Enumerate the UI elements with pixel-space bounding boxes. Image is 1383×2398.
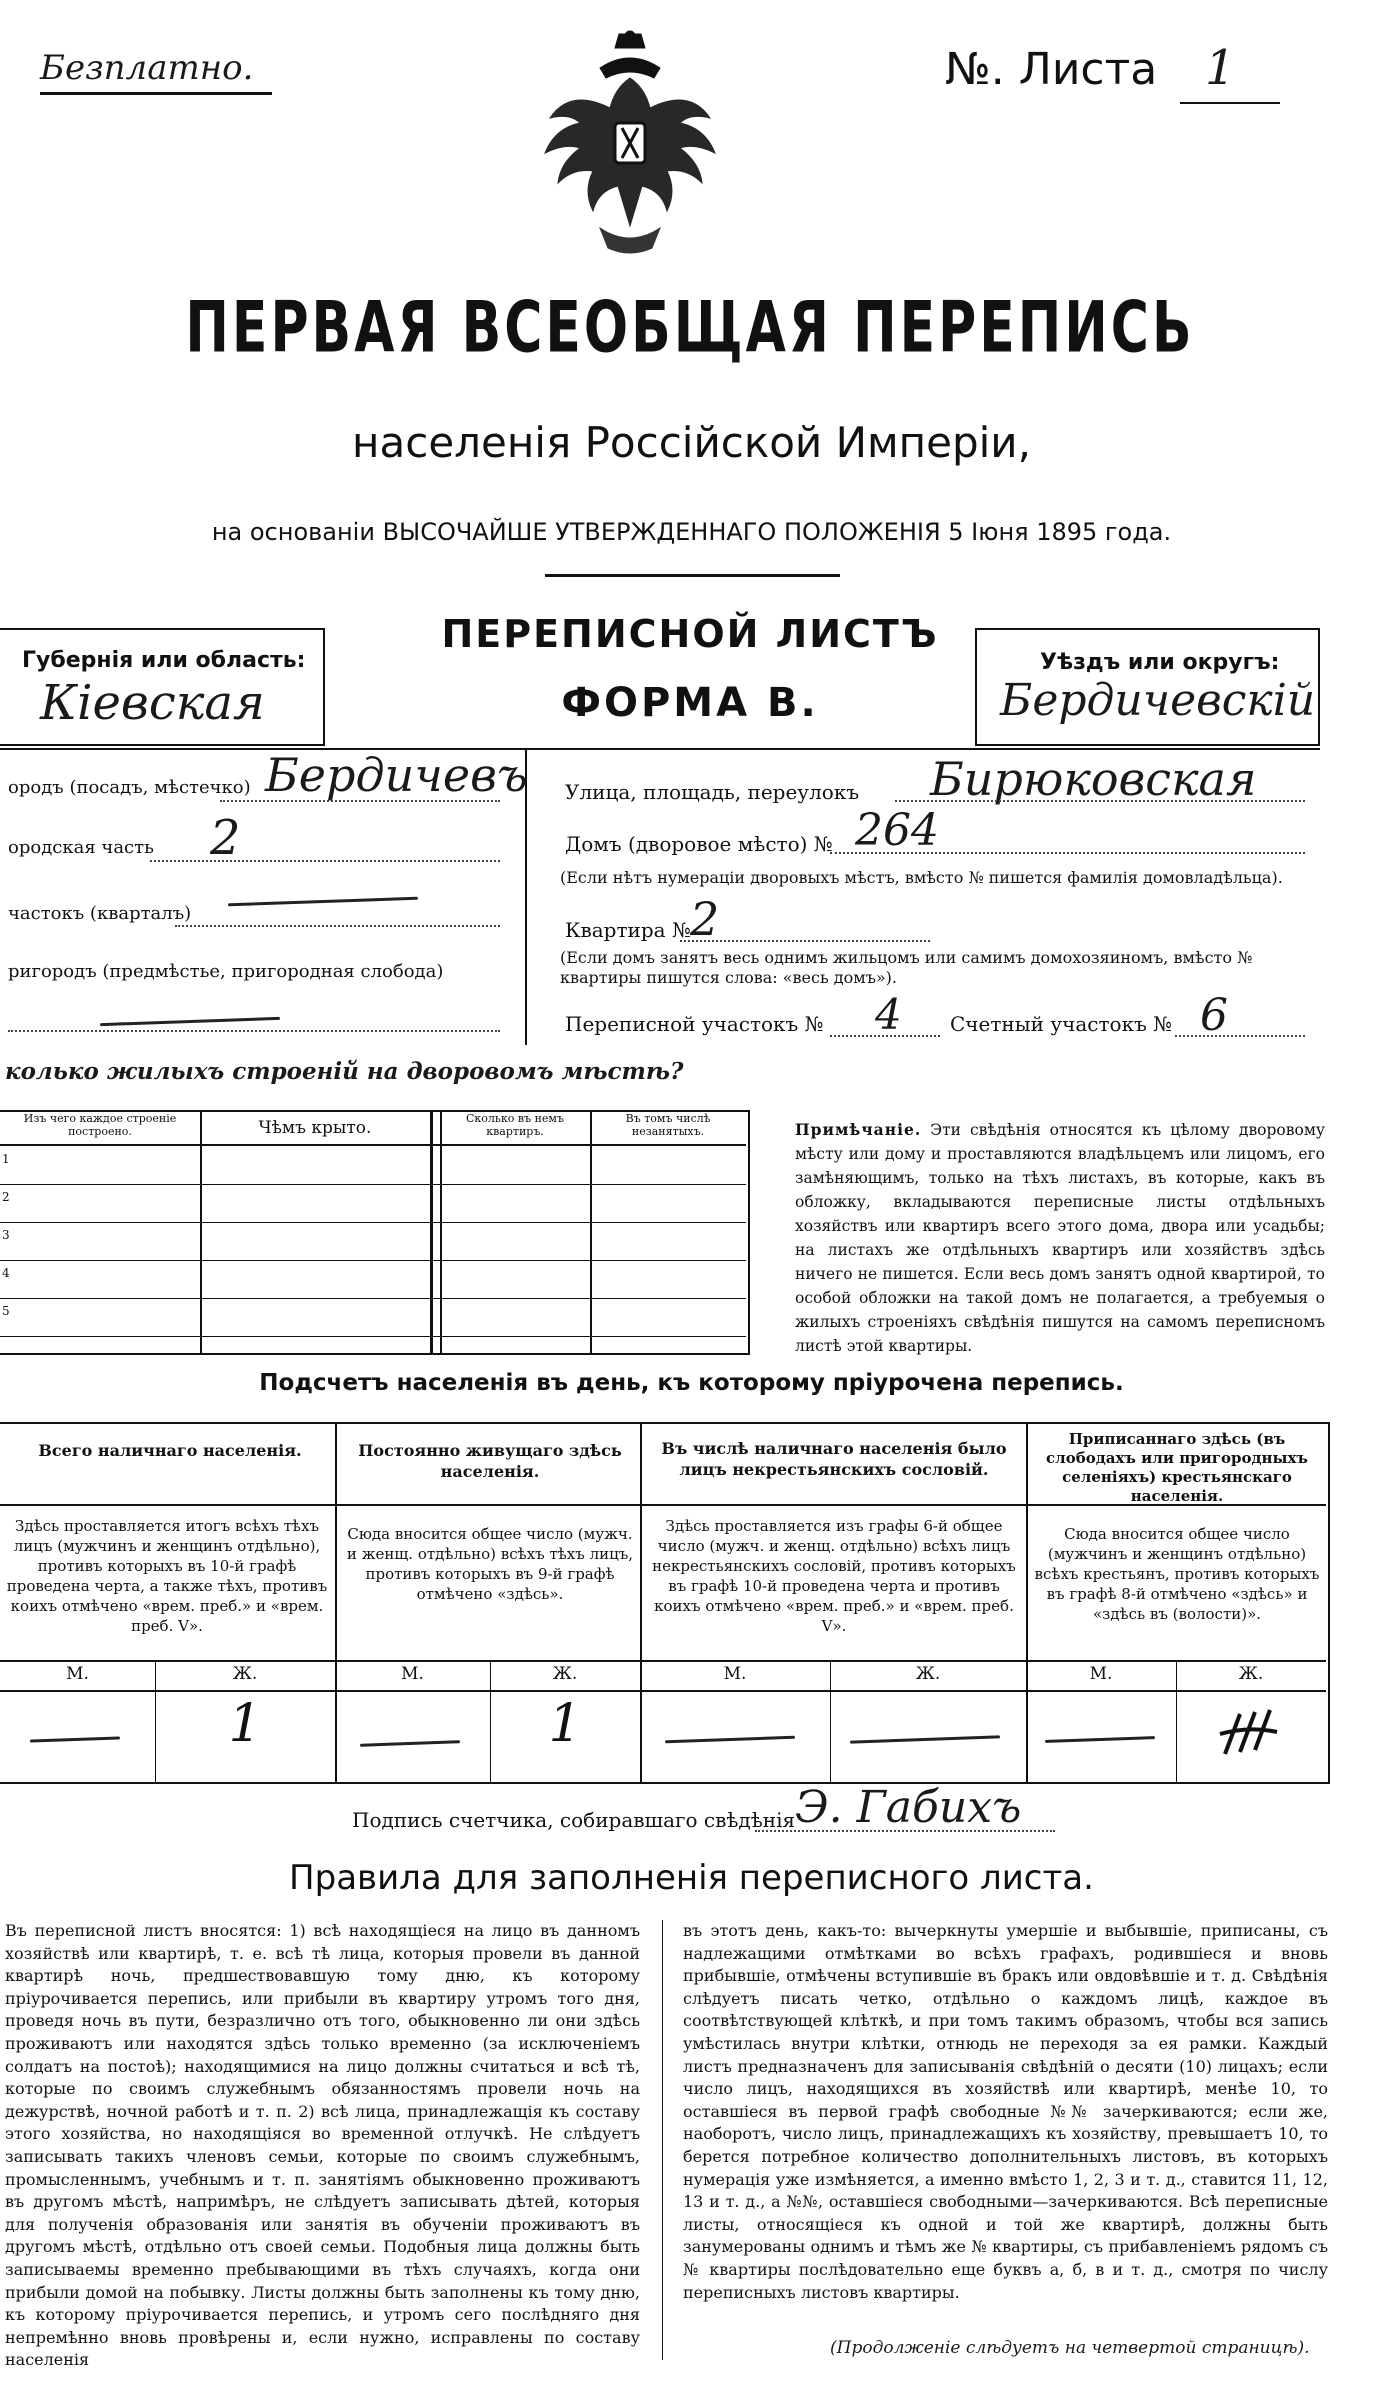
form-name: ПЕРЕПИСНОЙ ЛИСТЪ xyxy=(441,612,939,656)
pop-col4-f-label: Ж. xyxy=(1238,1664,1264,1684)
pop-col3-m-label: М. xyxy=(723,1664,747,1684)
rules-continued: (Продолженіе слѣдуетъ на четвертой страницѣ). xyxy=(830,2338,1310,2358)
basis-line: на основаніи ВЫСОЧАЙШЕ УТВЕРЖДЕННАГО ПОЛОЖЕНІЯ 5 Іюня 1895 года. xyxy=(211,518,1172,546)
pop-col4-body: Сюда вносится общее число (мужчинъ и женщинъ отдѣльно) всѣхъ крестьянъ, противъ которыхъ въ графѣ 8-й отмѣчено «здѣсь» и «здѣсь въ (волости)». xyxy=(1034,1525,1320,1623)
flat-value: 2 xyxy=(690,892,720,946)
pop-col1-m-label: М. xyxy=(66,1664,89,1684)
page-subtitle: населенія Россійской Имперіи, xyxy=(352,418,1031,467)
city-value: Бердичевъ xyxy=(265,748,528,802)
signature-label: Подпись счетчика, собиравшаго свѣдѣнія xyxy=(352,1808,796,1832)
count-area-value: 6 xyxy=(1200,990,1228,1041)
pop-col2-body: Сюда вносится общее число (мужч. и женщ. отдѣльно) всѣхъ тѣхъ лицъ, противъ которыхъ въ 9-й графѣ отмѣчено «здѣсь». xyxy=(346,1525,634,1603)
pop-col3-head: Въ числѣ наличнаго населенія было лицъ некрестьянскихъ сословій. xyxy=(661,1439,1007,1479)
pop-col2-head: Постоянно живущаго здѣсь населенія. xyxy=(358,1441,622,1481)
district-label: Уѣздъ или округъ: xyxy=(1040,650,1280,675)
pop-col1-head: Всего наличнаго населенія. xyxy=(38,1441,302,1460)
street-value: Бирюковская xyxy=(930,752,1257,806)
pop-col2-m-label: М. xyxy=(401,1664,424,1684)
buildings-table xyxy=(0,1110,750,1355)
row-number: 5 xyxy=(2,1304,10,1318)
rules-heading: Правила для заполненія переписного листа. xyxy=(289,1858,1094,1898)
population-heading: Подсчетъ населенія въ день, къ которому пріурочена перепись. xyxy=(259,1370,1124,1396)
page-title: ПЕРВАЯ ВСЕОБЩАЯ ПЕРЕПИСЬ xyxy=(185,288,1195,369)
row-number: 1 xyxy=(2,1152,10,1166)
city-part-value: 2 xyxy=(210,810,241,866)
note-text: Эти свѣдѣнія относятся къ цѣлому дворовому мѣсту или дому и проставляются владѣльцемъ или лицомъ, его замѣняющимъ, только на тѣхъ листахъ, въ которые, какъ въ обложку, вкладываются переписные листы отдѣльныхъ хозяйствъ или квартиръ всего этого дома, двора или усадьбы; на листахъ же отдѣльныхъ квартиръ или хозяйствъ здѣсь ничего не пишется. Если весь домъ занятъ одной квартирой, то особой обложки на такой домъ не полагается, а требуемыя о жилыхъ строеніяхъ свѣдѣнія пишутся на самомъ переписномъ листѣ этой квартиры. xyxy=(795,1121,1326,1355)
rules-left-text: Въ переписной листъ вносятся: 1) всѣ находящіеся на лицо въ данномъ хозяйствѣ или квартирѣ, т. е. всѣ тѣ лица, которыя провели въ данной квартирѣ ночь, предшествовавшую тому дню, къ которому пріурочивается перепись, или прибыли въ квартиру утромъ того дня, проведя ночь въ пути, безразлично отъ того, обыкновенно ли они здѣсь проживаютъ или находятся здѣсь только временно (за исключеніемъ солдатъ на постоѣ); находящимися на лицо должны считаться и всѣ тѣ, которые по своимъ служебнымъ обязанностямъ провели ночь на дежурствѣ, ночной работѣ и т. п. 2) всѣ лица, принадлежащія къ составу этого хозяйства, но находящіяся во временной отлучкѣ. Не слѣдуетъ записывать такихъ членовъ семьи, которые по своимъ служебнымъ, промысленнымъ, учебнымъ и т. п. занятіямъ обыкновенно проживаютъ въ другомъ мѣстѣ, напримѣръ, не слѣдуетъ записывать дѣтей, которыя для полученія образованія или занятія въ обученіи проживаютъ въ другомъ мѣстѣ, отдѣльно отъ своей семьи. Подобныя лица должны быть записываемы временно пребывающими въ тѣхъ случаяхъ, когда они прибыли домой на побывку. Листы должны быть заполнены къ тому дню, къ которому пріурочивается перепись, и утромъ сего послѣдняго дня непремѣнно вновь провѣрены и, если нужно, исправлены по составу населенія xyxy=(5,1921,640,2370)
row-number: 2 xyxy=(2,1190,10,1204)
pop-col3-body: Здѣсь проставляется изъ графы 6-й общее число (мужч. и женщ. отдѣльно) всѣхъ лицъ некрестьянскихъ сословій, противъ которыхъ въ графѣ 10-й проведена черта и противъ коихъ отмѣчено «врем. преб.» и «врем. преб. V». xyxy=(652,1517,1016,1635)
buildings-col-roof: Чѣмъ крыто. xyxy=(258,1118,372,1138)
buildings-question: колько жилыхъ строеній на дворовомъ мѣстѣ? xyxy=(5,1058,684,1085)
census-area-label: Переписной участокъ № xyxy=(565,1012,824,1036)
suburb-label: ригородъ (предмѣстье, пригородная слобода) xyxy=(8,961,444,982)
province-value: Кіевская xyxy=(40,675,265,731)
pop-col1-f-label: Ж. xyxy=(232,1664,258,1684)
street-label: Улица, площадь, переулокъ xyxy=(565,780,860,804)
buildings-col-flats: Сколько въ немъ квартиръ. xyxy=(466,1112,564,1138)
signature-value: Э. Габихъ xyxy=(795,1782,1022,1833)
buildings-col-vacant: Въ томъ числѣ незанятыхъ. xyxy=(625,1112,711,1138)
house-label: Домъ (дворовое мѣсто) № xyxy=(565,832,833,856)
sheet-number-value: 1 xyxy=(1205,40,1236,96)
rules-right-text: въ этотъ день, какъ-то: вычеркнуты умершіе и выбывшіе, приписаны, съ надлежащими отмѣтками во всѣхъ графахъ, родившіеся и вновь прибывшіе, отмѣчены вступившіе въ бракъ или овдовѣвшіе и т. д. Свѣдѣнія слѣдуетъ писать четко, отдѣльно о каждомъ лицѣ, каждое въ соотвѣтствующей клѣткѣ, и при томъ такимъ образомъ, чтобы вся запись умѣстилась внутри клѣтки, отнюдь не переходя за ея рамки. Каждый листъ предназначенъ для записыванія свѣдѣній о десяти (10) лицахъ; если число лицъ, находящихся въ хозяйствѣ или квартирѣ, менѣе 10, то оставшіеся въ первой графѣ свободные №№ зачеркиваются; если же, наоборотъ, число лицъ, принадлежащихъ къ хозяйству, превышаетъ 10, то берется потребное количество дополнительныхъ листовъ, въ которыхъ нумерація уже измѣняется, а именно вмѣсто 1, 2, 3 и т. д., ставится 11, 12, 13 и т. д., а №№, оставшіеся свободными—зачеркиваются. Всѣ переписные листы, относящіеся къ одной и той же квартирѣ, должны быть занумерованы однимъ и тѣмъ же № квартиры, съ прибавленіемъ рядомъ съ № квартиры послѣдовательно еще буквъ а, б, в и т. д., смотря по числу переписныхъ листовъ квартиры. xyxy=(683,1921,1328,2302)
double-headed-eagle-icon xyxy=(540,28,720,268)
buildings-note xyxy=(795,1118,1325,1358)
pop-col4-head: Приписаннаго здѣсь (въ слободахъ или пригородныхъ селеніяхъ) крестьянскаго населенія. xyxy=(1046,1430,1308,1505)
province-label: Губернія или область: xyxy=(22,648,306,673)
flat-note: (Если домъ занятъ весь однимъ жильцомъ или самимъ домохозяиномъ, вмѣсто № квартиры пишутся слова: «весь домъ»). xyxy=(560,948,1253,987)
pop-col2-f-value: 1 xyxy=(548,1694,582,1754)
sheet-number-label: №. Листа xyxy=(945,44,1158,95)
pop-col4-m-label: М. xyxy=(1089,1664,1113,1684)
row-number: 3 xyxy=(2,1228,10,1242)
flat-label: Квартира № xyxy=(565,918,691,942)
pop-col2-f-label: Ж. xyxy=(552,1664,578,1684)
row-number: 4 xyxy=(2,1266,10,1280)
district-value: Бердичевскій xyxy=(1000,675,1316,726)
pop-col3-f-label: Ж. xyxy=(915,1664,941,1684)
plot-label: частокъ (кварталъ) xyxy=(8,903,192,924)
free-label: Безплатно. xyxy=(40,48,254,88)
city-part-label: ородская часть xyxy=(8,837,154,858)
count-area-label: Счетный участокъ № xyxy=(950,1012,1173,1036)
pop-col1-f-value: 1 xyxy=(228,1694,262,1754)
buildings-col-material: Изъ чего каждое строеніе построено. xyxy=(23,1112,177,1138)
population-table xyxy=(0,1422,1330,1784)
house-value: 264 xyxy=(855,805,939,856)
city-label: ородъ (посадъ, мѣстечко) xyxy=(8,777,251,798)
note-title: Примѣчаніе. xyxy=(795,1120,922,1139)
pop-col1-body: Здѣсь проставляется итогъ всѣхъ тѣхъ лицъ (мужчинъ и женщинъ отдѣльно), противъ которыхъ въ 10-й графѣ проведена черта, а также тѣхъ, противъ коихъ отмѣчено «врем. преб.» и «врем. преб. V». xyxy=(6,1517,328,1635)
crossed-out-mark-icon xyxy=(1215,1704,1285,1764)
house-note: (Если нѣтъ нумераціи дворовыхъ мѣстъ, вмѣсто № пишется фамилія домовладѣльца). xyxy=(560,868,1283,887)
form-type: ФОРМА В. xyxy=(561,680,819,726)
census-area-value: 4 xyxy=(875,990,902,1039)
